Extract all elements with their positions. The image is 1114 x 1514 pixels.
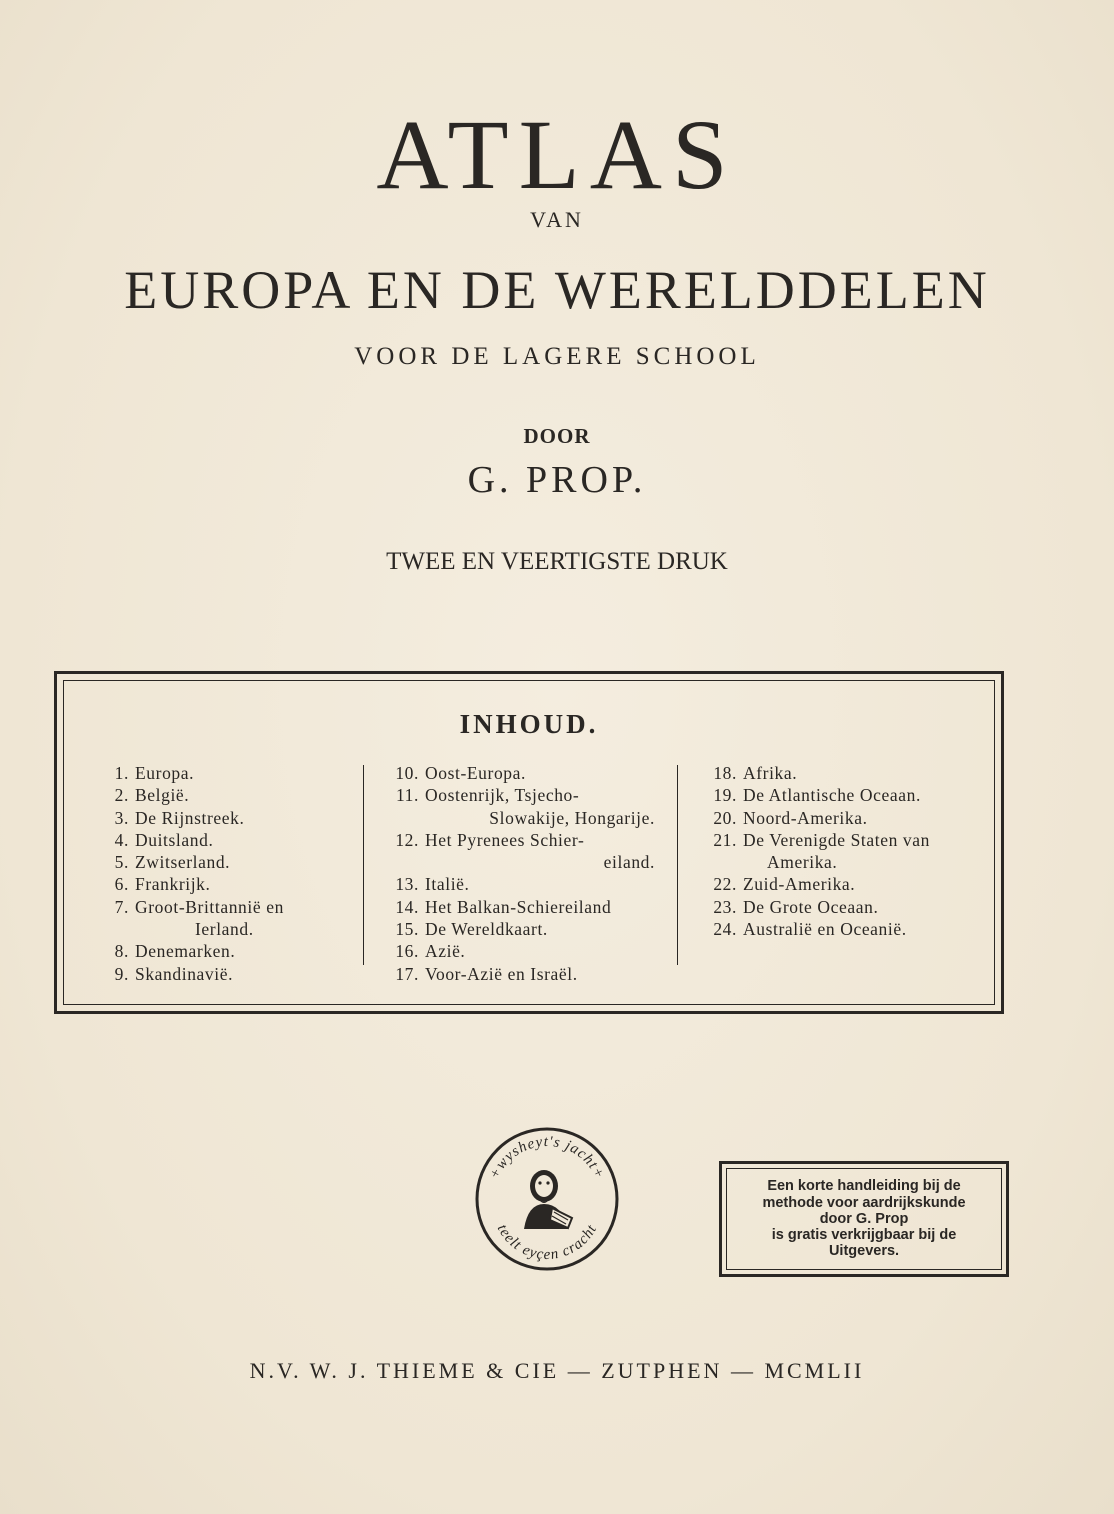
contents-heading: INHOUD.	[459, 709, 599, 739]
contents-entry-number: 3.	[114, 807, 129, 828]
contents-entry-number: 18.	[713, 763, 737, 783]
contents-entry	[702, 784, 982, 806]
contents-entry-number: 21.	[713, 829, 737, 850]
contents-entry-number: 11.	[395, 785, 419, 806]
contents-entry-title	[743, 762, 982, 784]
notice-line: Een korte handleiding bij de	[767, 1178, 961, 1195]
contents-entry	[702, 829, 982, 874]
book-title: ATLAS	[376, 99, 738, 210]
contents-entry-title	[135, 851, 349, 873]
scholar-figure-icon	[524, 1170, 572, 1229]
contents-entry-number: 13.	[395, 874, 419, 895]
column-divider	[677, 765, 678, 965]
contents-entry-number: 8.	[114, 941, 129, 962]
book-subtitle: EUROPA EN DE WERELDDELEN	[124, 260, 990, 320]
contents-entry	[385, 784, 655, 829]
contents-entry-line: Ierland.	[195, 919, 254, 940]
contents-entry-line: Oost-Europa.	[425, 763, 526, 783]
contents-entry-line: Zuid-Amerika.	[743, 874, 856, 895]
contents-entry-line: Azië.	[425, 941, 466, 962]
publisher-imprint: N.V. W. J. THIEME & CIE — ZUTPHEN — MCMLII	[249, 1358, 865, 1383]
contents-entry	[385, 963, 655, 985]
seal-motto-top: +wysheyt's jacht+	[486, 1133, 608, 1182]
contents-column-2	[385, 762, 655, 985]
contents-entry	[385, 918, 655, 940]
contents-entry-title	[743, 807, 982, 829]
contents-entry-line: Het Pyrenees Schier-	[425, 829, 585, 850]
notice-line: Uitgevers.	[828, 1243, 900, 1260]
title-connector: VAN	[530, 207, 584, 232]
contents-entry-line: De Grote Oceaan.	[743, 896, 879, 917]
contents-column-1	[99, 762, 349, 985]
contents-entry	[99, 873, 349, 895]
contents-entry-number: 22.	[713, 874, 737, 895]
contents-entry	[99, 829, 349, 851]
contents-entry	[99, 807, 349, 829]
contents-entry-line: Amerika.	[767, 852, 838, 873]
contents-entry-line: Noord-Amerika.	[743, 807, 868, 828]
contents-entry-number: 12.	[395, 829, 419, 850]
edition-statement: TWEE EN VEERTIGSTE DRUK	[386, 548, 728, 575]
table-of-contents-box	[54, 671, 1004, 1014]
contents-entry-title	[743, 918, 982, 940]
contents-column-3	[702, 762, 982, 940]
contents-entry-title	[135, 829, 349, 851]
contents-entry-line: Duitsland.	[135, 829, 214, 850]
contents-entry	[99, 762, 349, 784]
contents-entry-number: 16.	[395, 941, 419, 962]
contents-entry	[99, 896, 349, 941]
contents-entry-title	[743, 784, 982, 806]
contents-entry	[385, 762, 655, 784]
contents-entry-title	[135, 807, 349, 829]
contents-entry-line: Voor-Azië en Israël.	[425, 963, 578, 984]
contents-entry-title	[425, 896, 655, 918]
handbook-notice-text	[726, 1168, 1002, 1270]
contents-entry	[702, 807, 982, 829]
contents-entry	[99, 940, 349, 962]
contents-entry-title	[425, 963, 655, 985]
contents-entry-title	[135, 896, 349, 941]
contents-entry	[702, 896, 982, 918]
contents-entry-number: 23.	[713, 896, 737, 917]
contents-entry	[702, 873, 982, 895]
handbook-notice-box	[719, 1161, 1009, 1277]
contents-entry-number: 17.	[395, 963, 419, 984]
contents-entry-title	[425, 762, 655, 784]
contents-entry-line: Slowakije, Hongarije.	[489, 807, 655, 828]
contents-entry-title	[743, 829, 982, 874]
contents-entry-title	[135, 762, 349, 784]
author-name: G. PROP.	[467, 459, 647, 501]
contents-entry-title	[425, 873, 655, 895]
contents-entry-line: De Verenigde Staten van	[743, 829, 930, 850]
contents-entry-number: 6.	[114, 874, 129, 895]
contents-entry	[385, 896, 655, 918]
contents-entry-line: Italië.	[425, 874, 470, 895]
contents-entry-line: eiland.	[603, 852, 655, 873]
contents-entry-line: Skandinavië.	[135, 963, 234, 984]
contents-entry-line: Zwitserland.	[135, 852, 231, 873]
contents-entry-number: 1.	[114, 763, 129, 783]
contents-entry-title	[743, 896, 982, 918]
contents-entry-title	[135, 873, 349, 895]
seal-motto-bottom: teelt eyçen cracht	[493, 1221, 601, 1264]
contents-entry-number: 10.	[395, 763, 419, 783]
book-subtitle-secondary: VOOR DE LAGERE SCHOOL	[354, 343, 760, 370]
contents-entry-number: 2.	[114, 785, 129, 806]
contents-entry	[385, 829, 655, 874]
contents-entry	[385, 873, 655, 895]
contents-entry-number: 24.	[713, 919, 737, 940]
contents-entry-title	[135, 784, 349, 806]
table-of-contents-inner-frame	[63, 680, 995, 1005]
contents-entry-line: Afrika.	[743, 763, 798, 783]
contents-entry-line: Australië en Oceanië.	[743, 919, 907, 940]
contents-entry-line: De Atlantische Oceaan.	[743, 785, 921, 806]
contents-entry-number: 5.	[114, 852, 129, 873]
notice-line: is gratis verkrijgbaar bij de	[771, 1227, 957, 1244]
contents-entry-number: 7.	[114, 896, 129, 917]
contents-entry	[702, 918, 982, 940]
contents-entry-number: 9.	[114, 963, 129, 984]
contents-entry-line: Groot-Brittannië en	[135, 896, 284, 917]
contents-entry	[702, 762, 982, 784]
contents-entry-title	[425, 784, 655, 829]
contents-entry	[385, 940, 655, 962]
contents-entry-title	[135, 963, 349, 985]
contents-entry-line: België.	[135, 785, 190, 806]
author-prefix: DOOR	[523, 424, 591, 448]
notice-line: methode voor aardrijkskunde	[762, 1194, 966, 1211]
contents-entry-line: Oostenrijk, Tsjecho-	[425, 785, 580, 806]
contents-entry-title	[135, 940, 349, 962]
contents-entry-number: 4.	[114, 829, 129, 850]
contents-entry-title	[425, 940, 655, 962]
contents-entry-number: 20.	[713, 807, 737, 828]
contents-entry	[99, 851, 349, 873]
contents-entry-line: Denemarken.	[135, 941, 236, 962]
column-divider	[363, 765, 364, 965]
contents-entry-number: 14.	[395, 896, 419, 917]
contents-entry-line: De Rijnstreek.	[135, 807, 245, 828]
contents-entry-title	[743, 873, 982, 895]
publisher-seal-emblem	[472, 1124, 622, 1274]
contents-entry-number: 19.	[713, 785, 737, 806]
contents-entry-title	[425, 829, 655, 874]
contents-entry-title	[425, 918, 655, 940]
contents-entry-line: Het Balkan-Schiereiland	[425, 896, 612, 917]
contents-entry-line: Frankrijk.	[135, 874, 211, 895]
contents-entry-number: 15.	[395, 919, 419, 940]
contents-entry	[99, 963, 349, 985]
contents-entry	[99, 784, 349, 806]
notice-line: door G. Prop	[819, 1210, 909, 1227]
contents-entry-line: Europa.	[135, 763, 195, 783]
contents-entry-line: De Wereldkaart.	[425, 919, 548, 940]
